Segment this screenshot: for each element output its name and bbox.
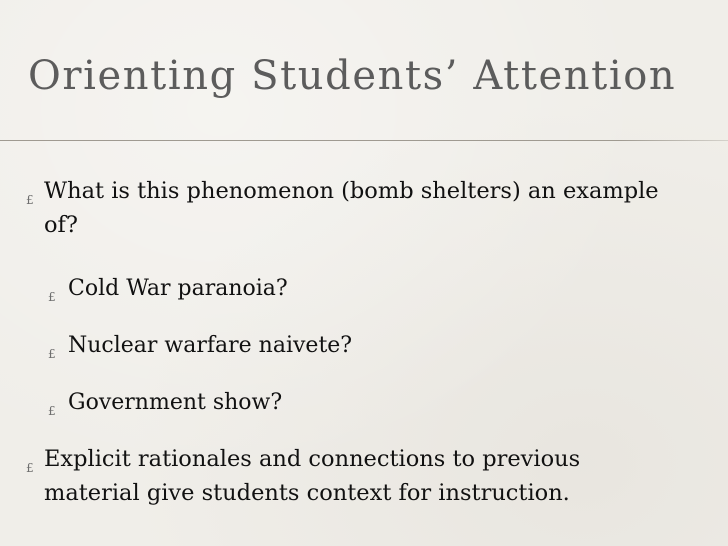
slide-title: Orienting Students’ Attention (28, 53, 677, 99)
bullet-text-line: of? (44, 212, 78, 238)
bullet-text-line: Explicit rationales and connections to previous (44, 446, 581, 472)
sub-bullet-text: Cold War paranoia? (68, 276, 288, 301)
bullet-marker-icon: £ (26, 193, 34, 207)
bullet-text-line: material give students context for instruction. (44, 480, 570, 506)
bullet-text-line: What is this phenomenon (bomb shelters) an example (44, 178, 659, 204)
sub-bullet-marker-icon: £ (48, 404, 56, 418)
sub-bullet-marker-icon: £ (48, 290, 56, 304)
sub-bullet-text: Nuclear warfare naivete? (68, 333, 353, 358)
sub-bullet-text: Government show? (68, 390, 283, 415)
sub-bullet-marker-icon: £ (48, 347, 56, 361)
bullet-marker-icon: £ (26, 461, 34, 475)
